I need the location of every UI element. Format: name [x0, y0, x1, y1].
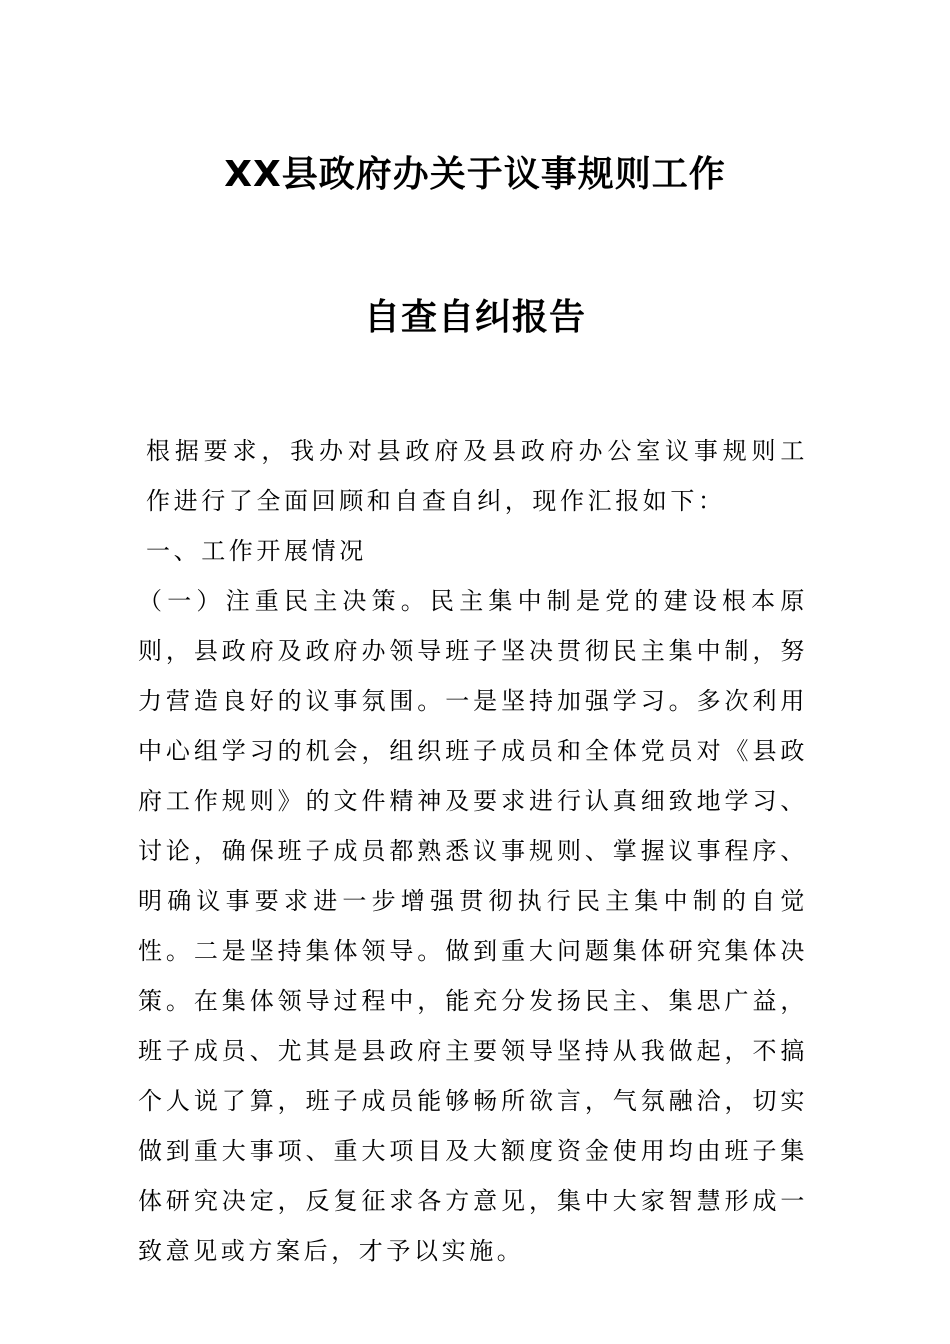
section-paragraph: （一）注重民主决策。民主集中制是党的建设根本原则，县政府及政府办领导班子坚决贯彻民主集中制，努力营造良好的议事氛围。一是坚持加强学习。多次利用中心组学习的机会，组织班子成员和全体党员对《县政府工作规则》的文件精神及要求进行认真细致地学习、讨论，确保班子成员都熟悉议事规则、掌握议事程序、明确议事要求进一步增强贯彻执行民主集中制的自觉性。二是坚持集体领导。做到重大问题集体研究集体决策。在集体领导过程中，能充分发扬民主、集思广益，班子成员、尤其是县政府主要领导坚持从我做起，不搞个人说了算，班子成员能够畅所欲言，气氛融洽，切实做到重大事项、重大项目及大额度资金使用均由班子集体研究决定，反复征求各方意见，集中大家智慧形成一致意见或方案后，才予以实施。 — [138, 587, 808, 1265]
document-title-line-2: 自查自纠报告 — [363, 297, 586, 338]
intro-paragraph: 根据要求，我办对县政府及县政府办公室议事规则工作进行了全面回顾和自查自纠，现作汇报如下： — [146, 437, 808, 515]
document-title-line-1: XX县政府办关于议事规则工作 — [224, 154, 726, 195]
section-heading: 一、工作开展情况 — [146, 537, 367, 565]
document-body — [138, 426, 808, 1276]
